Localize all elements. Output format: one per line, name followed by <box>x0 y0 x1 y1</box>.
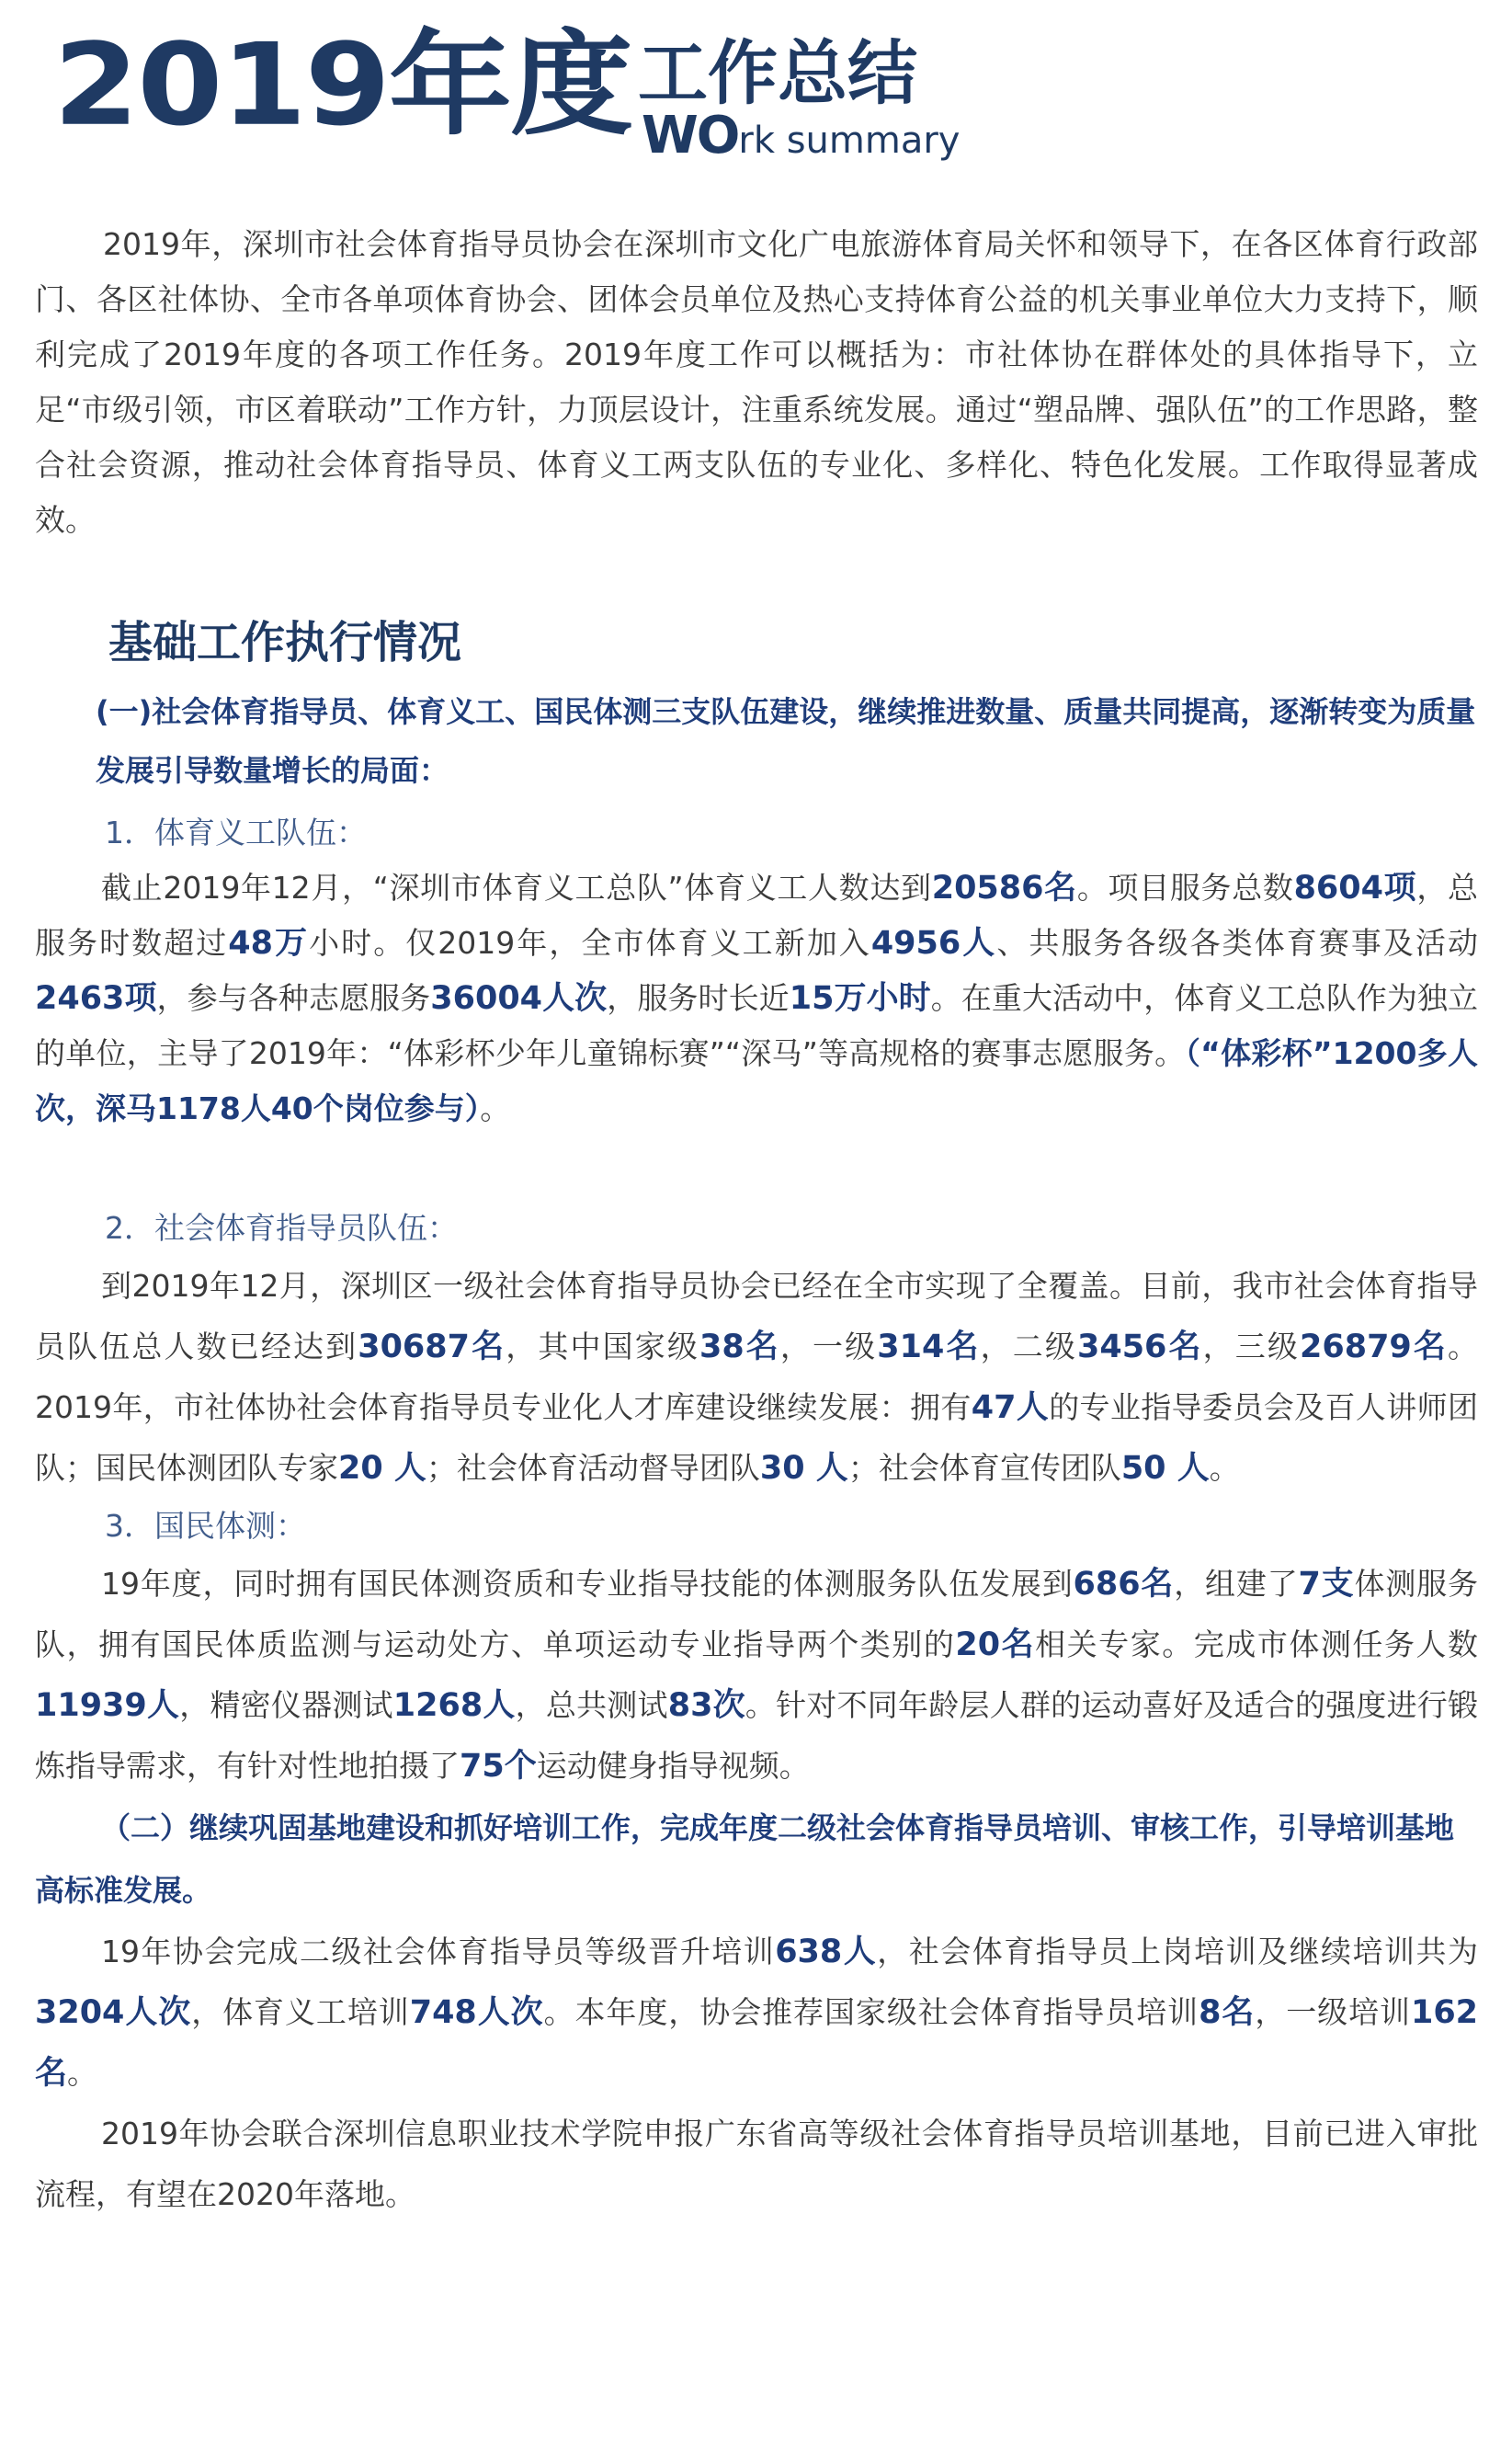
number: 7支 <box>1298 1566 1355 1603</box>
text: ，一级 <box>779 1329 878 1364</box>
work-summary-title: 工作总结 <box>638 32 917 114</box>
heading-two <box>35 1797 1478 1922</box>
intro-paragraph: 2019年，深圳市社会体育指导员协会在深圳市文化广电旅游体育局关怀和领导下，在各区体育行政部门、各区社体协、全市各单项体育协会、团体会员单位及热心支持体育公益的机关事业单位大力支持下，顺利完成了2019年度的各项工作任务。2019年度工作可以概括为：市社体协在群体处的具体指导下，立足“市级引领，市区着联动”工作方针，力顶层设计，注重系统发展。通过“塑品牌、强队伍”的工作思路，整合社会资源，推动社会体育指导员、体育义工两支队伍的专业化、多样化、特色化发展。工作取得显著成效。 <box>35 226 1478 538</box>
number: 1268人 <box>392 1687 516 1724</box>
text: ；社会体育活动督导团队 <box>426 1450 760 1486</box>
text: 。在重大活动中，体育义工总队作为独立的单位，主导了2019年：“体彩杯少年儿童锦标赛”“深马”等高规格的赛事志愿服务。 <box>35 980 1479 1071</box>
english-rest: rk summary <box>738 120 961 162</box>
number: （“体彩杯”1200多人次，深马1178人40个岗位参与） <box>35 1035 1478 1126</box>
year-title: 2019年度 <box>53 18 631 152</box>
text: ；社会体育宣传团队 <box>847 1450 1121 1486</box>
base-paragraph: 2019年协会联合深圳信息职业技术学院申报广东省高等级社会体育指导员培训基地，目前已进入审批流程，有望在2020年落地。 <box>35 2116 1478 2212</box>
number: 4956人 <box>870 925 997 962</box>
heading-one <box>35 682 1478 800</box>
subsection-1-paragraph <box>35 861 1478 1136</box>
text: ，三级 <box>1202 1329 1301 1364</box>
page-header <box>53 18 1064 165</box>
number: 20名 <box>955 1626 1036 1663</box>
text: ，其中国家级 <box>506 1329 699 1364</box>
text: ，体育义工培训 <box>191 1994 410 2030</box>
text: 。 <box>480 1090 511 1126</box>
text: ，总服务时数超过 <box>35 870 1479 961</box>
number: 748人次 <box>409 1994 544 2031</box>
text: 19年度，同时拥有国民体测资质和专业指导技能的体测服务队伍发展到 <box>101 1566 1074 1602</box>
number: 8604项 <box>1293 870 1417 907</box>
text: 体测服务队，拥有国民体质监测与运动处方、单项运动专业指导两个类别的 <box>35 1566 1479 1662</box>
number: 36004人次 <box>430 980 608 1017</box>
number: 50 人 <box>1120 1450 1210 1487</box>
number: 15万小时 <box>789 980 931 1017</box>
subsection-2-title: 2．社会体育指导员队伍： <box>105 1210 458 1246</box>
number: 20 人 <box>338 1450 426 1487</box>
section-title: 基础工作执行情况 <box>108 617 462 668</box>
text: ，精密仪器测试 <box>179 1687 393 1723</box>
subsection-1-title: 1．体育义工队伍： <box>105 815 367 850</box>
english-initials: WO <box>642 106 739 165</box>
text: 小时。仅2019年，全市体育义工新加入 <box>309 925 871 961</box>
number: 75个 <box>460 1748 537 1785</box>
text: 。项目服务总数 <box>1076 870 1294 906</box>
number: 3204人次 <box>35 1994 192 2031</box>
number: 20586名 <box>931 870 1077 907</box>
number: 638人 <box>775 1934 878 1970</box>
text: ，组建了 <box>1174 1566 1299 1602</box>
subsection-3-paragraph <box>35 1554 1478 1797</box>
text: ，总共测试 <box>515 1687 668 1723</box>
number: 8名 <box>1199 1994 1256 2031</box>
number: 162名 <box>35 1994 1479 2092</box>
text: 。 <box>67 2055 98 2091</box>
text: 。 <box>1209 1450 1240 1486</box>
document-body <box>35 217 1478 2225</box>
subsection-3-title: 3．国民体测： <box>105 1508 306 1544</box>
text: 。本年度，协会推荐国家级社会体育指导员培训 <box>543 1994 1199 2030</box>
number: 83次 <box>667 1687 745 1724</box>
number: 48万 <box>228 925 310 962</box>
number: 38名 <box>699 1329 780 1365</box>
heading-two-text: （二）继续巩固基地建设和抓好培训工作，完成年度二级社会体育指导员培训、审核工作，引导培训基地高标准发展。 <box>35 1810 1455 1908</box>
text: 。针对不同年龄层人群的运动喜好及适合的强度进行锻炼指导需求，有针对性地拍摄了 <box>35 1687 1479 1784</box>
text: 截止2019年12月，“深圳市体育义工总队”体育义工人数达到 <box>101 870 932 906</box>
text: ，二级 <box>980 1329 1077 1364</box>
number: 47人 <box>971 1389 1050 1426</box>
number: 314名 <box>877 1329 981 1365</box>
text: ，参与各种志愿服务 <box>156 980 431 1016</box>
text: 19年协会完成二级社会体育指导员等级晋升培训 <box>101 1934 776 1969</box>
number: 686名 <box>1073 1566 1175 1603</box>
heading-one-text: (一)社会体育指导员、体育义工、国民体测三支队伍建设，继续推进数量、质量共同提高，逐渐转变为质量发展引导数量增长的局面： <box>96 694 1476 788</box>
number: 3456名 <box>1076 1329 1203 1365</box>
text: 到2019年12月，深圳区一级社会体育指导员协会已经在全市实现了全覆盖。目前，我市社会体育指导员队伍总人数已经达到 <box>35 1268 1478 1364</box>
training-paragraph <box>35 1922 1478 2104</box>
subsection-2-paragraph <box>35 1256 1478 1499</box>
text: 相关专家。完成市体测任务人数 <box>1035 1626 1479 1662</box>
text: 、共服务各级各类体育赛事及活动 <box>996 925 1478 961</box>
number: 26879名 <box>1300 1329 1449 1365</box>
work-summary-english <box>642 106 961 165</box>
text: 的专业指导委员会及百人讲师团队；国民体测团队专家 <box>35 1389 1479 1486</box>
number: 30687名 <box>358 1329 506 1365</box>
text: ，一级培训 <box>1255 1994 1411 2030</box>
number: 11939人 <box>35 1687 180 1724</box>
number: 30 人 <box>759 1450 848 1487</box>
text: 。2019年，市社体协社会体育指导员专业化人才库建设继续发展：拥有 <box>35 1329 1479 1425</box>
number: 2463项 <box>35 980 157 1017</box>
text: ，社会体育指导员上岗培训及继续培训共为 <box>877 1934 1479 1969</box>
text: 运动健身指导视频。 <box>536 1748 810 1784</box>
text: ，服务时长近 <box>607 980 790 1016</box>
